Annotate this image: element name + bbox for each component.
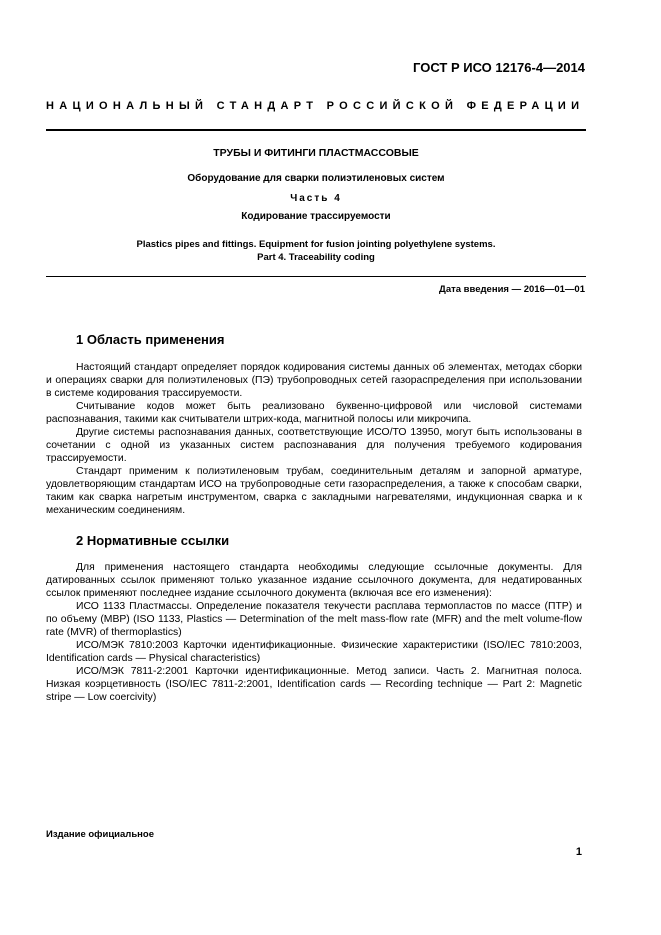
english-title-line-1: Plastics pipes and fittings. Equipment for fusion jointing polyethylene systems. bbox=[136, 239, 496, 250]
paragraph: Для применения настоящего стандарта необходимы следующие ссылочные документы. Для датированных ссылок применяют только указанное издание ссылочного документа, для недатированных ссылок применяют последнее издание ссылочного документа (включая все его изменения): bbox=[46, 562, 582, 599]
paragraph: Считывание кодов может быть реализовано буквенно-цифровой или числовой системами распознавания, такими как считыватели штрих-кода, магнитной полосы или микрочипа. bbox=[46, 401, 582, 425]
reference-item: ИСО/МЭК 7810:2003 Карточки идентификационные. Физические характеристики (ISO/IEC 7810:2003, Identification cards — Physical characteristics) bbox=[46, 640, 582, 664]
title-divider bbox=[46, 276, 586, 277]
top-divider bbox=[46, 129, 586, 131]
reference-item: ИСО/МЭК 7811-2:2001 Карточки идентификационные. Метод записи. Часть 2. Магнитная полоса. Низкая коэрцетивность (ISO/IEC 7811-2:2001, Identification cards — Recording technique — Part 2: Magnetic stripe — Low coercivity) bbox=[46, 666, 582, 703]
section-2-heading: 2 Нормативные ссылки bbox=[76, 533, 230, 548]
edition-label: Издание официальное bbox=[46, 829, 154, 840]
english-title bbox=[46, 238, 586, 264]
english-title-line-2: Part 4. Traceability coding bbox=[257, 252, 375, 263]
section-1-body bbox=[46, 361, 582, 517]
reference-item: ИСО 1133 Пластмассы. Определение показателя текучести расплава термопластов по массе (ПТР) и по объему (МВР) (ISO 1133, Plastics — Determination of the melt mass-flow rate (MFR) and the melt volume-flow rate (MVR) of thermoplastics) bbox=[46, 601, 582, 638]
document-title: ТРУБЫ И ФИТИНГИ ПЛАСТМАССОВЫЕ bbox=[213, 147, 419, 159]
paragraph: Стандарт применим к полиэтиленовым трубам, соединительным деталям и запорной арматуре, удовлетворяющим стандартам ИСО на трубопроводные сети газораспределения, а также к способам сварки, таким как сварка нагретым инструментом, сварка с закладными нагревателями, индукционная сварка и к механическим соединениям. bbox=[46, 466, 582, 516]
section-2-body bbox=[46, 561, 582, 704]
document-subtitle: Оборудование для сварки полиэтиленовых систем bbox=[187, 173, 445, 184]
paragraph: Другие системы распознавания данных, соответствующие ИСО/ТО 13950, могут быть использованы в сочетании с одной из указанных систем распознавания для получения требуемого кодирования трассируемости. bbox=[46, 427, 582, 464]
part-title: Кодирование трассируемости bbox=[241, 211, 391, 222]
section-1-heading: 1 Область применения bbox=[76, 332, 225, 347]
paragraph: Настоящий стандарт определяет порядок кодирования системы данных об элементах, методах сборки и операциях сварки для полиэтиленовых (ПЭ) трубопроводных сетей газораспределения при использовании в системе кодирования трассируемости. bbox=[46, 362, 582, 399]
part-label: Часть 4 bbox=[290, 193, 342, 204]
document-number: ГОСТ Р ИСО 12176-4—2014 bbox=[413, 60, 585, 75]
introduction-date: Дата введения — 2016—01—01 bbox=[439, 284, 585, 295]
page-number: 1 bbox=[575, 846, 582, 858]
national-standard-heading: НАЦИОНАЛЬНЫЙ СТАНДАРТ РОССИЙСКОЙ ФЕДЕРАЦИИ bbox=[46, 100, 585, 112]
